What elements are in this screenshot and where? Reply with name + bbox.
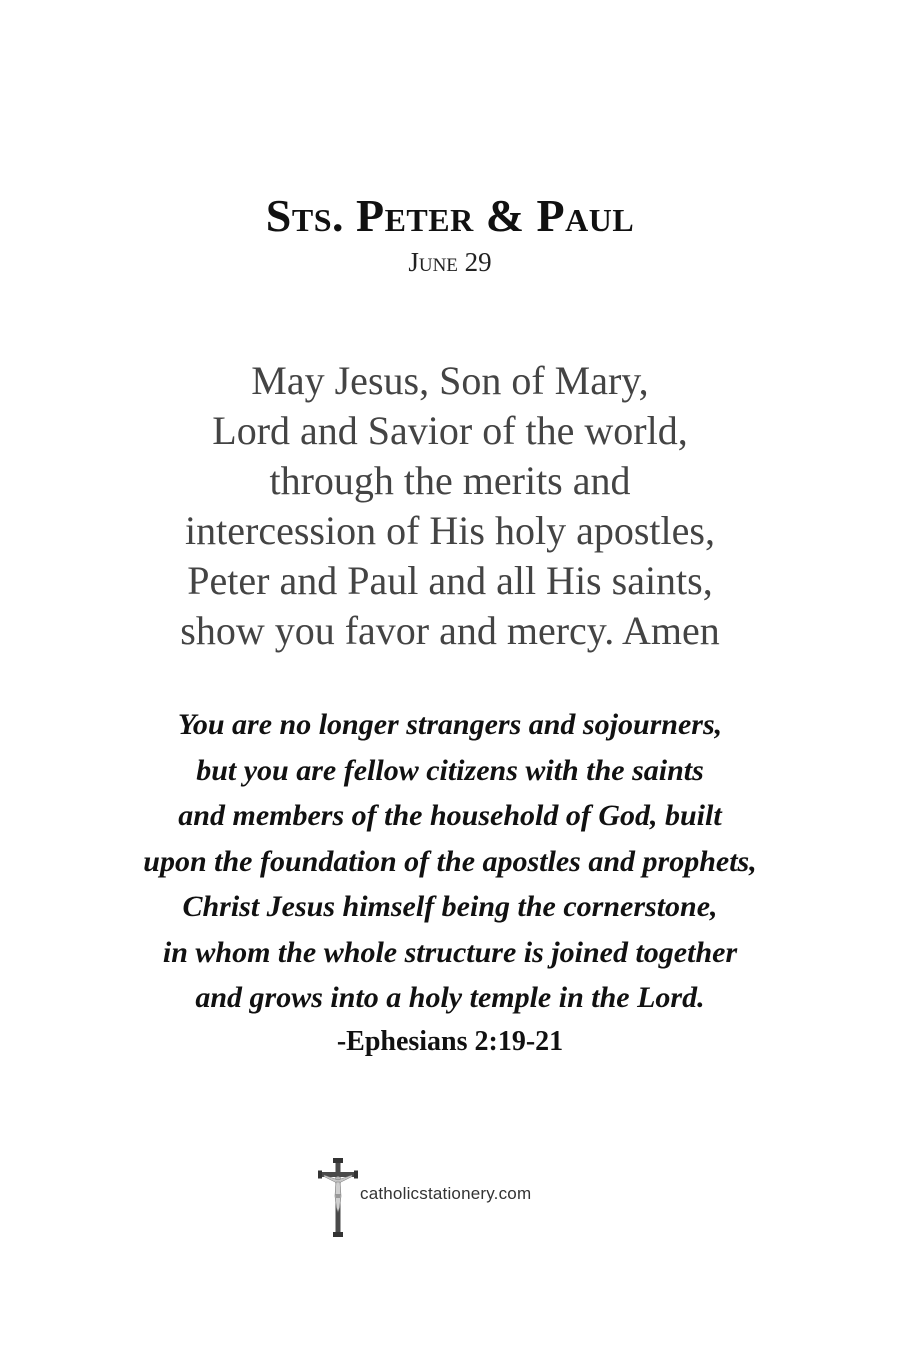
scripture-line: upon the foundation of the apostles and prophets, <box>143 844 757 878</box>
scripture-line: but you are fellow citizens with the saints <box>196 753 704 787</box>
scripture-line: You are no longer strangers and sojourners, <box>177 708 723 741</box>
scripture-quote <box>0 702 900 1021</box>
scripture-line: in whom the whole structure is joined together <box>162 935 738 969</box>
blessing-line: through the merits and <box>269 458 631 503</box>
scripture-line: Christ Jesus himself being the cornerstone, <box>182 890 718 923</box>
blessing-line: Peter and Paul and all His saints, <box>187 558 713 603</box>
blessing-text <box>0 356 900 656</box>
footer <box>318 1158 531 1238</box>
crucifix-icon <box>318 1158 358 1238</box>
scripture-citation: -Ephesians 2:19-21 <box>336 1026 564 1057</box>
blessing-line: show you favor and mercy. Amen <box>180 608 720 653</box>
scripture-line: and grows into a holy temple in the Lord. <box>195 981 705 1014</box>
card-header <box>0 188 900 278</box>
feast-title: Sts. Peter & Paul <box>265 190 635 241</box>
blessing-line: Lord and Savior of the world, <box>212 408 688 453</box>
blessing-line: intercession of His holy apostles, <box>185 508 715 553</box>
feast-date: June 29 <box>408 247 492 277</box>
blessing-line: May Jesus, Son of Mary, <box>251 358 649 403</box>
scripture-line: and members of the household of God, built <box>178 799 722 832</box>
website-link[interactable]: catholicstationery.com <box>360 1184 532 1203</box>
